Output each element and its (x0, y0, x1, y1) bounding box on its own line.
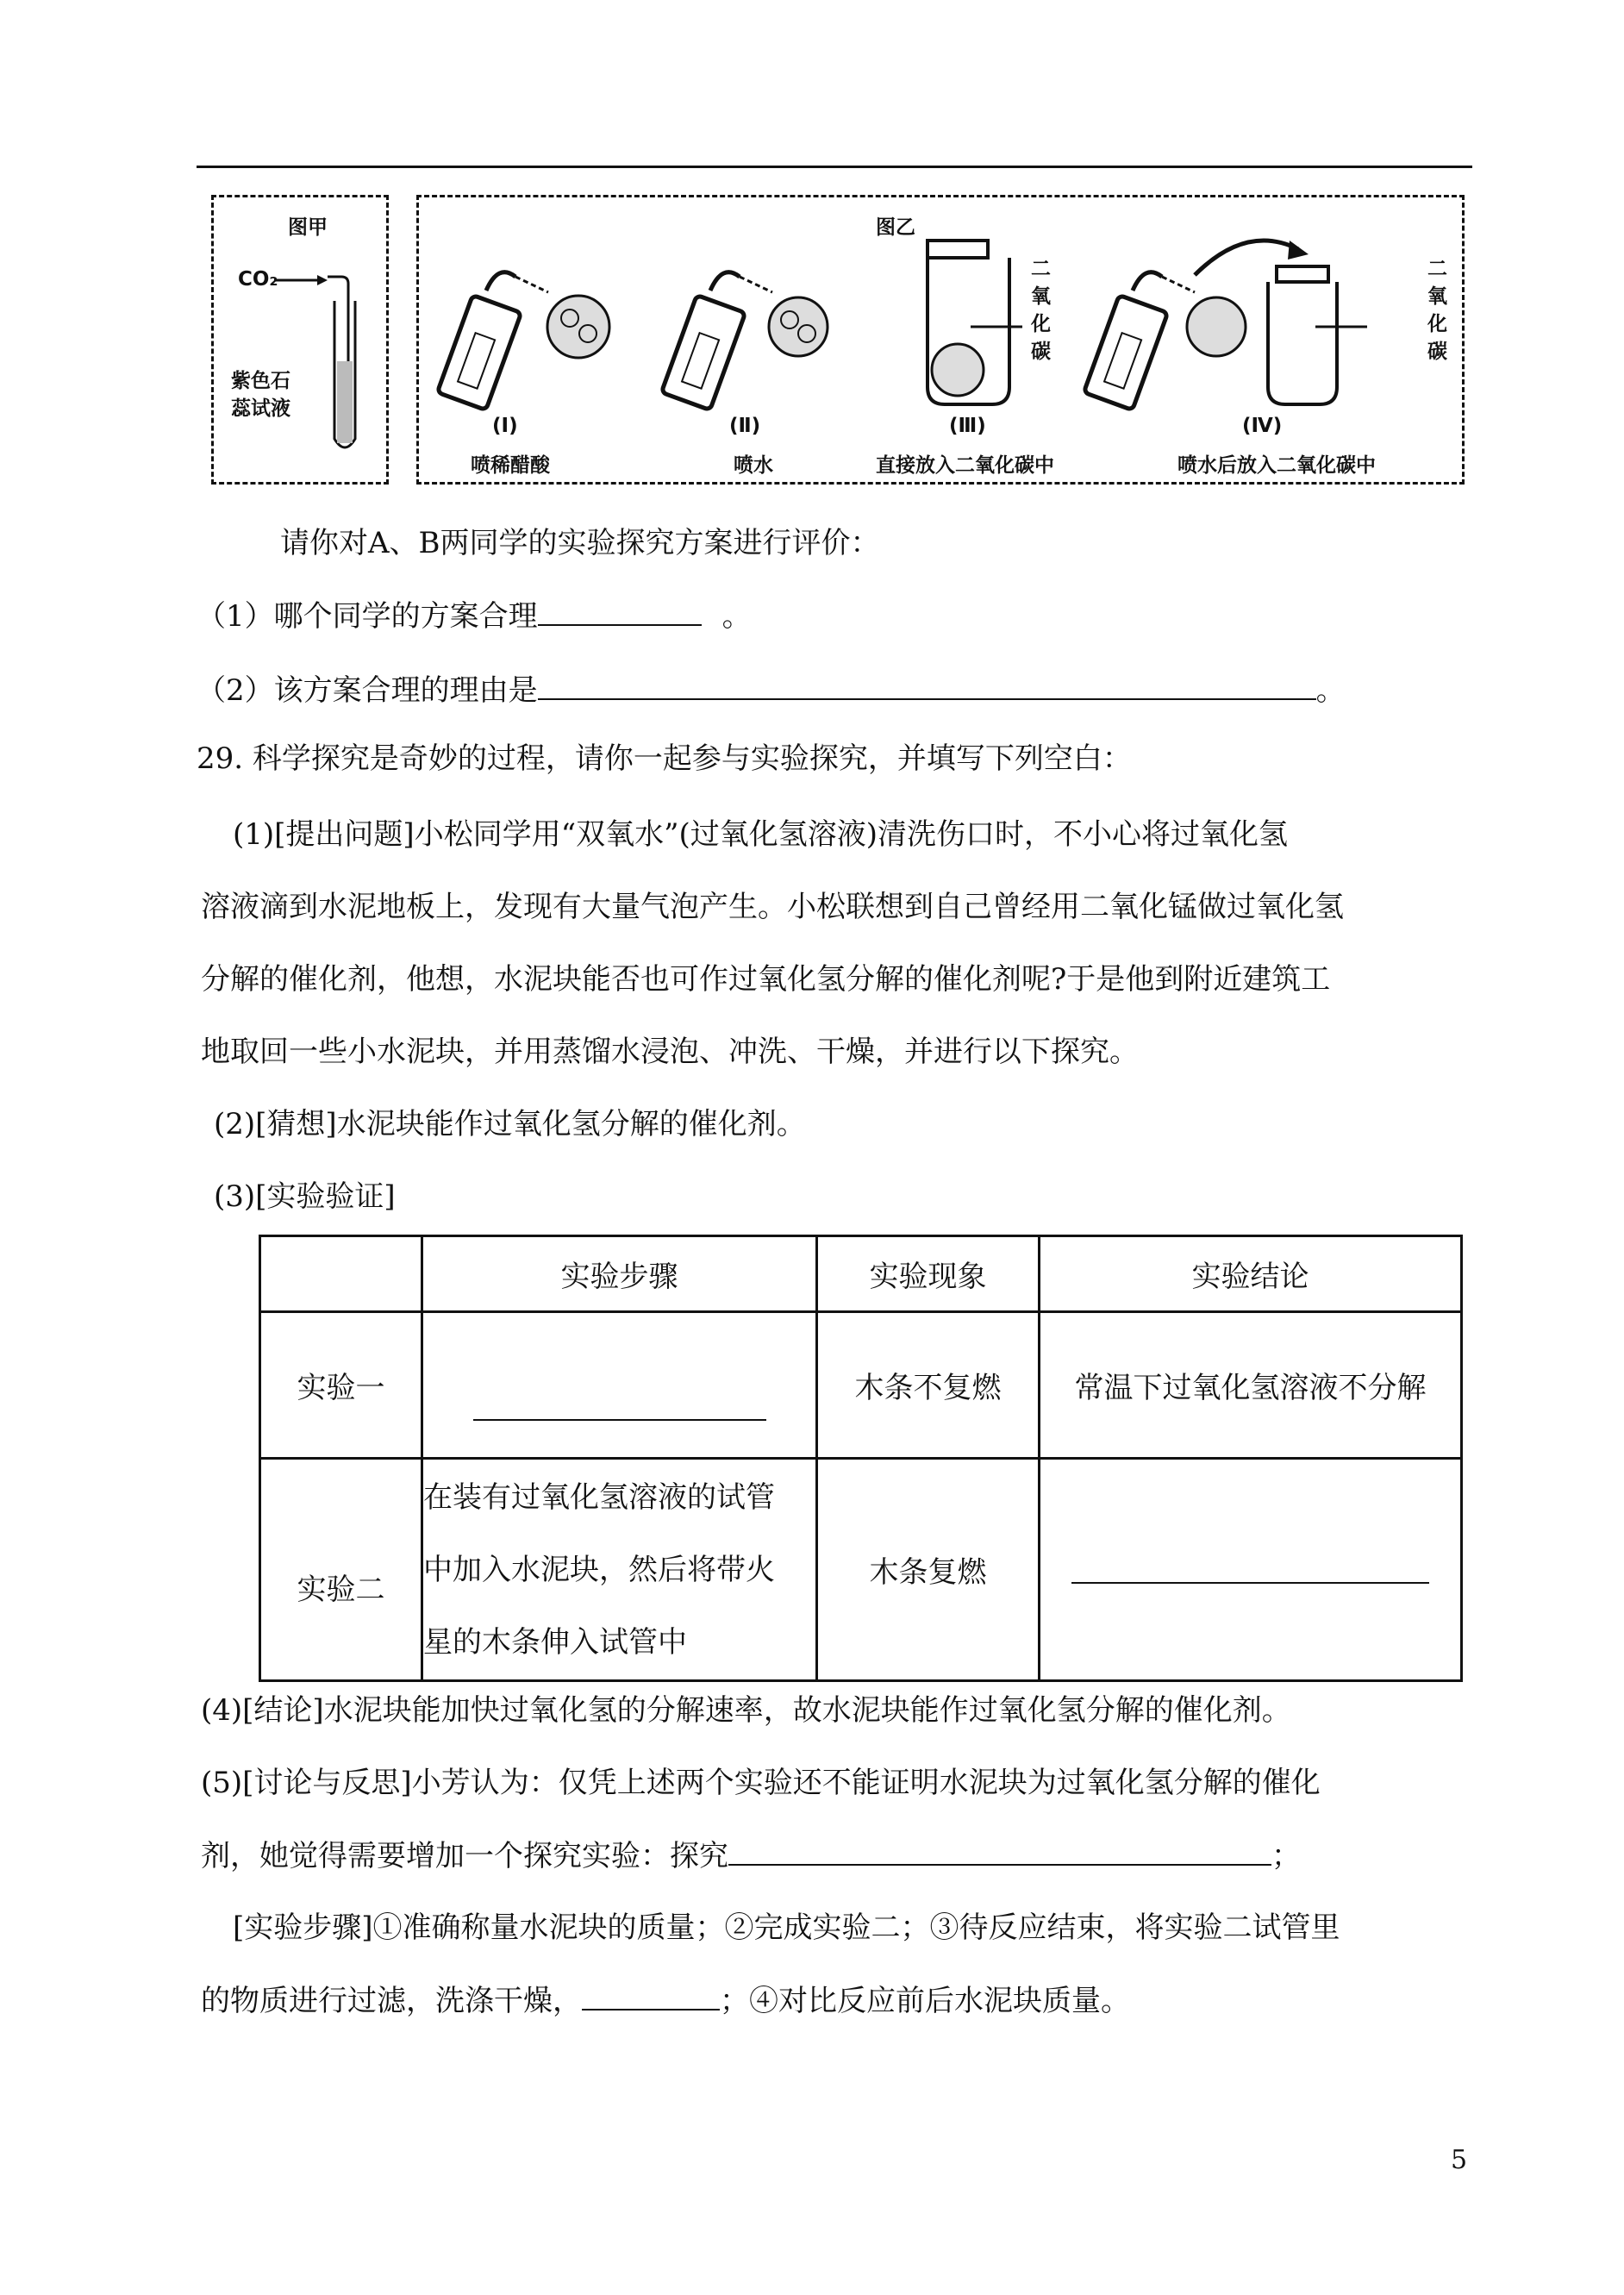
panel-3-caption: 直接放入二氧化碳中 (876, 454, 1054, 477)
gas-char-4-3: 化 (1427, 313, 1447, 335)
gas-char-3-3: 化 (1031, 313, 1051, 335)
q29-p1-line4: 地取回一些小水泥块，并用蒸馏水浸泡、冲洗、干燥，并进行以下探究。 (201, 1035, 1139, 1069)
row2-step-line-1: 在装有过氧化氢溶液的试管 (423, 1479, 775, 1515)
row2-conclusion-blank[interactable] (1071, 1548, 1429, 1584)
figure-yi-title: 图乙 (876, 216, 915, 239)
panel-1-num: (Ⅰ) (492, 415, 518, 437)
page-number: 5 (1451, 2145, 1468, 2175)
row1-name: 实验一 (260, 1312, 422, 1459)
steps-line2-text: 的物质进行过滤，洗涤干燥， (201, 1984, 582, 2018)
table-header-row (260, 1236, 1462, 1312)
question-1-text: （1）哪个同学的方案合理 (197, 599, 538, 634)
panel-2-drawing (661, 272, 828, 410)
litmus-label-1: 紫色石 (231, 370, 290, 392)
litmus-label-2: 蕊试液 (231, 397, 290, 420)
q29-p1-line1: (1)[提出问题]小松同学用“双氧水”(过氧化氢溶液)清洗伤口时，不小心将过氧化氢 (233, 817, 1288, 852)
gas-char-4-4: 碳 (1427, 341, 1447, 363)
answer-blank-2[interactable] (538, 671, 1316, 700)
answer-blank-step[interactable] (582, 1981, 720, 2010)
gas-char-3-2: 氧 (1031, 285, 1051, 308)
p5-line2 (201, 1836, 1301, 1875)
panel-3-drawing (928, 241, 1022, 404)
gas-char-3-4: 碳 (1031, 341, 1051, 363)
row2-name: 实验二 (260, 1459, 422, 1681)
panel-2-caption: 喷水 (734, 454, 773, 477)
gas-char-4-1: 二 (1427, 258, 1447, 280)
p4-conclusion: (4)[结论]水泥块能加快过氧化氢的分解速率，故水泥块能作过氧化氢分解的催化剂。 (201, 1693, 1291, 1728)
row1-conclusion: 常温下过氧化氢溶液不分解 (1040, 1312, 1462, 1459)
p5-line1: (5)[讨论与反思]小芳认为：仅凭上述两个实验还不能证明水泥块为过氧化氢分解的催化 (201, 1766, 1321, 1800)
row1-steps-cell (422, 1312, 817, 1459)
figure-jia-drawing (214, 197, 386, 482)
header-steps: 实验步骤 (422, 1236, 817, 1312)
panel-1-caption: 喷稀醋酸 (471, 454, 550, 477)
figure-jia-title: 图甲 (288, 216, 328, 239)
gas-char-3-1: 二 (1031, 258, 1051, 280)
gas-char-4-2: 氧 (1427, 285, 1447, 308)
row2-conclusion-cell (1040, 1459, 1462, 1681)
litmus-liquid (337, 361, 353, 443)
row2-phenomenon: 木条复燃 (817, 1459, 1040, 1681)
question-2-text: （2）该方案合理的理由是 (197, 673, 538, 708)
question-2 (197, 671, 1346, 710)
q29-p1-line3: 分解的催化剂，他想，水泥块能否也可作过氧化氢分解的催化剂呢?于是他到附近建筑工 (201, 962, 1331, 997)
row2-step-line-2: 中加入水泥块，然后将带火 (423, 1552, 775, 1587)
figure-jia (211, 195, 389, 485)
row1-steps-blank[interactable] (473, 1419, 766, 1421)
eval-intro: 请你对A、B两同学的实验探究方案进行评价： (280, 526, 880, 560)
experiment-figure (211, 195, 1470, 488)
panel-3-num: (Ⅲ) (949, 415, 986, 437)
steps-line1: [实验步骤]①准确称量水泥块的质量；②完成实验二；③待反应结束，将实验二试管里 (233, 1910, 1340, 1945)
table-row-1 (260, 1312, 1462, 1459)
panel-4-drawing (1084, 241, 1367, 410)
question-1 (197, 597, 752, 635)
steps-line2 (201, 1981, 1130, 2020)
co2-label: CO₂ (238, 268, 278, 291)
panel-1-drawing (437, 272, 609, 410)
figure-yi (416, 195, 1465, 485)
p5-line2-end: ； (1271, 1839, 1301, 1873)
q29-p1-line2: 溶液滴到水泥地板上，发现有大量气泡产生。小松联想到自己曾经用二氧化锰做过氧化氢 (201, 890, 1344, 924)
q29-p2: (2)[猜想]水泥块能作过氧化氢分解的催化剂。 (214, 1107, 806, 1141)
header-rule (197, 166, 1472, 168)
q29-p3: (3)[实验验证] (214, 1179, 396, 1214)
p5-line2-text: 剂，她觉得需要增加一个探究实验：探究 (201, 1839, 728, 1873)
experiment-table (259, 1235, 1463, 1682)
header-phenomenon: 实验现象 (817, 1236, 1040, 1312)
panel-2-num: (Ⅱ) (729, 415, 761, 437)
figure-yi-drawing (419, 197, 1462, 482)
row2-step-line-3: 星的木条伸入试管中 (423, 1624, 687, 1660)
answer-blank-1[interactable] (538, 597, 702, 626)
row1-phenomenon: 木条不复燃 (817, 1312, 1040, 1459)
co2-arrow-head (317, 275, 328, 285)
table-row-2 (260, 1459, 1462, 1681)
question-2-end: 。 (1315, 673, 1346, 708)
panel-4-caption: 喷水后放入二氧化碳中 (1177, 454, 1376, 477)
header-conclusion: 实验结论 (1040, 1236, 1462, 1312)
question-1-end: 。 (721, 599, 752, 634)
panel-4-num: (Ⅳ) (1242, 415, 1283, 437)
question-29-title: 29. 科学探究是奇妙的过程，请你一起参与实验探究，并填写下列空白： (197, 741, 1132, 776)
header-empty (260, 1236, 422, 1312)
row2-steps (422, 1459, 817, 1681)
steps-line2-end: ；④对比反应前后水泥块质量。 (720, 1984, 1130, 2018)
answer-blank-explore[interactable] (728, 1836, 1271, 1866)
